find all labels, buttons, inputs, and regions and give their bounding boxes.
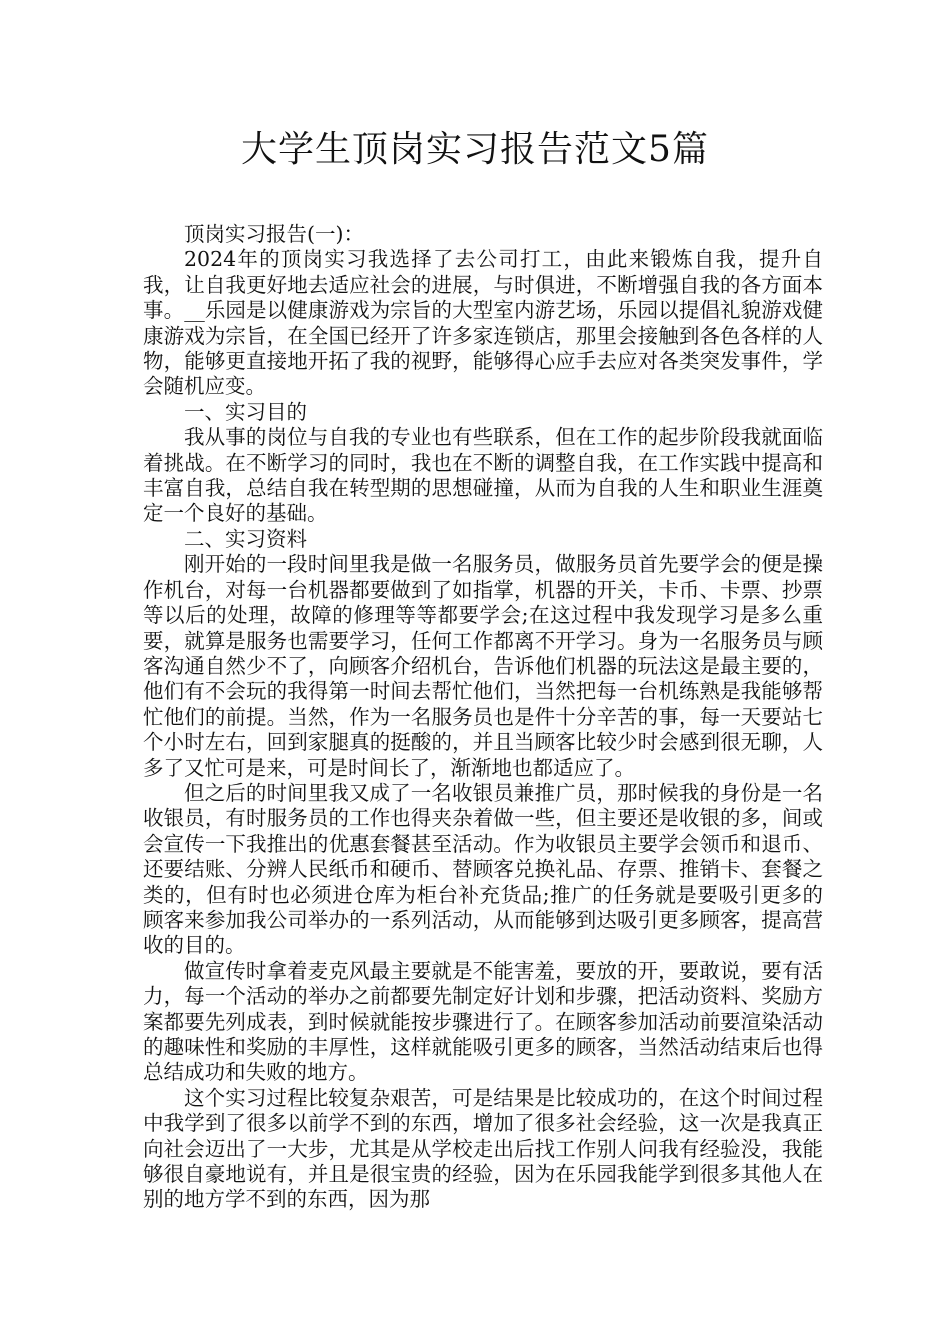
paragraph-summary: 这个实习过程比较复杂艰苦，可是结果是比较成功的，在这个时间过程中我学到了很多以前学不到的东西，增加了很多社会经验，这一次是我真正向社会迈出了一大步，尤其是从学校走出后找工作别人问我有经验没，我能够很自豪地说有，并且是很宝贵的经验，因为在乐园我能学到很多其他人在别的地方学不到的东西，因为那: [143, 1085, 823, 1212]
document-title: 大学生顶岗实习报告范文5篇: [241, 129, 709, 170]
section-heading-report-one: 顶岗实习报告(一)：: [184, 222, 364, 246]
paragraph-intro: 2024年的顶岗实习我选择了去公司打工，由此来锻炼自我，提升自我，让自我更好地去适应社会的进展，与时俱进，不断增强自我的各方面本事。__乐园是以健康游戏为宗旨的大型室内游艺场，乐园以提倡礼貌游戏健康游戏为宗旨，在全国已经开了许多家连锁店，那里会接触到各色各样的人物，能够更直接地开拓了我的视野，能够得心应手去应对各类突发事件，学会随机应变。: [143, 247, 823, 399]
section-heading-purpose: 一、实习目的: [184, 399, 307, 424]
section-heading-materials: 二、实习资料: [184, 526, 307, 551]
paragraph-cashier: 但之后的时间里我又成了一名收银员兼推广员，那时候我的身份是一名收银员，有时服务员的工作也得夹杂着做一些，但主要还是收银的多，间或会宣传一下我推出的优惠套餐甚至活动。作为收银员主要学会领币和退币、还要结账、分辨人民纸币和硬币、替顾客兑换礼品、存票、推销卡、套餐之类的，但有时也必须进仓库为柜台补充货品;推广的任务就是要吸引更多的顾客来参加我公司举办的一系列活动，从而能够到达吸引更多顾客，提高营收的目的。: [143, 780, 823, 958]
paragraph-purpose: 我从事的岗位与自我的专业也有些联系，但在工作的起步阶段我就面临着挑战。在不断学习的同时，我也在不断的调整自我，在工作实践中提高和丰富自我，总结自我在转型期的思想碰撞，从而为自我的人生和职业生涯奠定一个良好的基础。: [143, 425, 823, 526]
paragraph-waiter: 刚开始的一段时间里我是做一名服务员，做服务员首先要学会的便是操作机台，对每一台机器都要做到了如指掌，机器的开关，卡币、卡票、抄票等以后的处理，故障的修理等等都要学会;在这过程中我发现学习是多么重要，就算是服务也需要学习，任何工作都离不开学习。身为一名服务员与顾客沟通自然少不了，向顾客介绍机台，告诉他们机器的玩法这是最主要的，他们有不会玩的我得第一时间去帮忙他们，当然把每一台机练熟是我能够帮忙他们的前提。当然，作为一名服务员也是件十分辛苦的事，每一天要站七个小时左右，回到家腿真的挺酸的，并且当顾客比较少时会感到很无聊，人多了又忙可是来，可是时间长了，渐渐地也都适应了。: [143, 552, 823, 780]
paragraph-promotion: 做宣传时拿着麦克风最主要就是不能害羞，要放的开，要敢说，要有活力，每一个活动的举办之前都要先制定好计划和步骤，把活动资料、奖励方案都要先列成表，到时候就能按步骤进行了。在顾客参加活动前要渲染活动的趣味性和奖励的丰厚性，这样就能吸引更多的顾客，当然活动结束后也得总结成功和失败的地方。: [143, 958, 823, 1085]
document-body: [143, 222, 823, 1213]
